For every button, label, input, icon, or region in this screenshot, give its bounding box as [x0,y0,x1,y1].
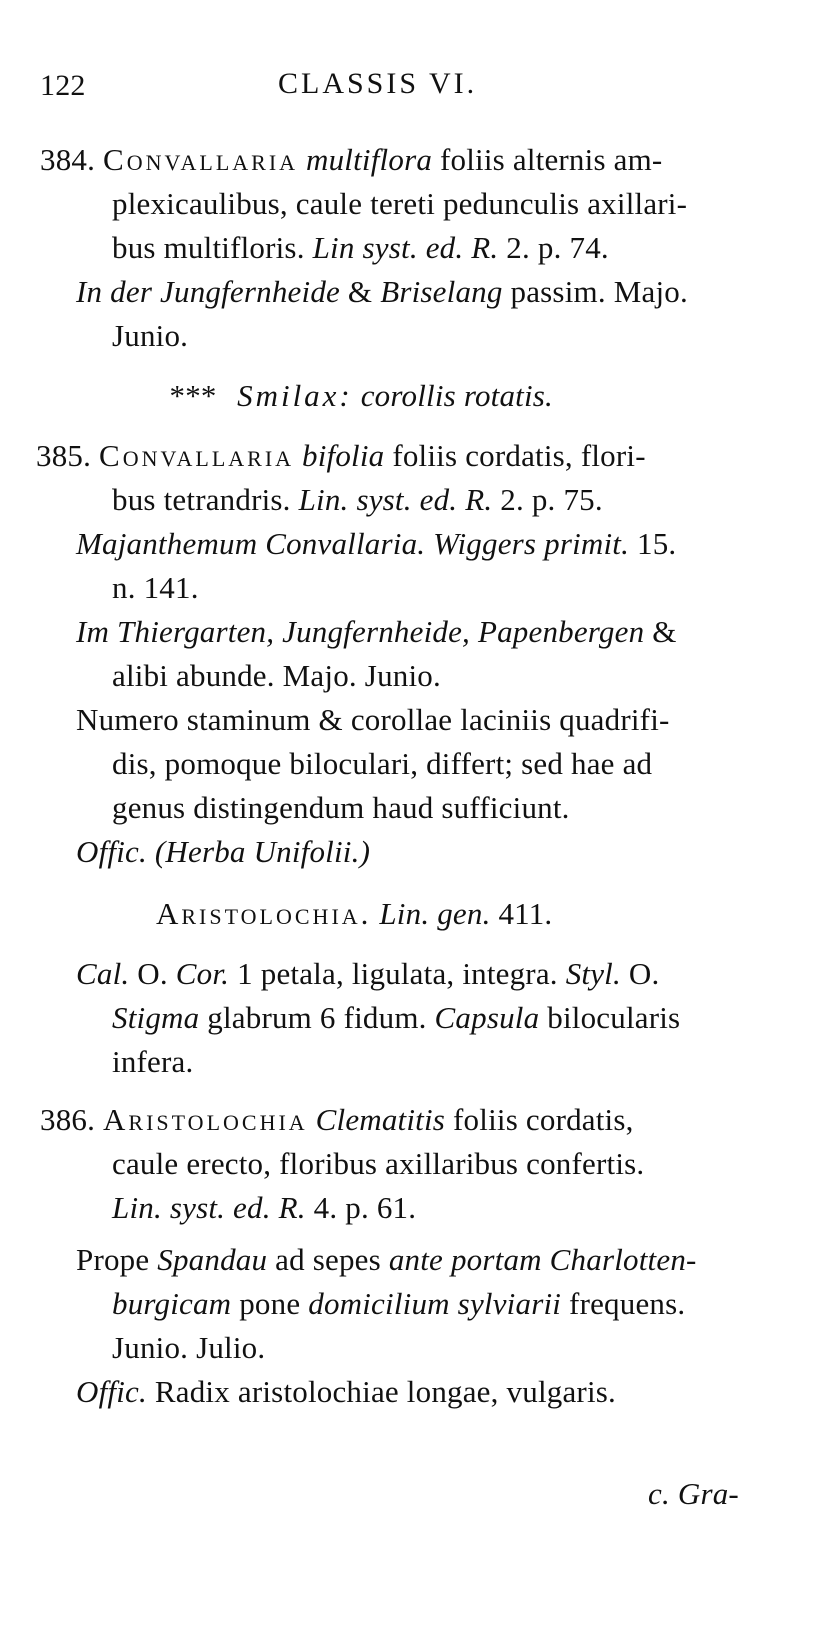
reference: Lin. syst. ed. R. [298,482,493,517]
entry-386-line-1 [40,1100,634,1140]
flowering-time: passim. Majo. [502,274,688,309]
reference-page: 2. p. 74. [498,230,609,265]
genus-description: corollis rotatis. [360,378,554,413]
genus-name: Aristolochia [103,1102,308,1137]
entry-385-line-10 [76,832,370,872]
genus-reference: Lin. gen. [379,896,491,931]
genus-desc-line-3 [112,1042,193,1082]
genus-desc-line-1 [76,954,659,994]
entry-385-line-2 [112,480,603,520]
text: bilocularis [539,1000,681,1035]
flowering-time: Junio. [112,318,189,353]
officinal-label: Offic. [76,1374,147,1409]
locality: Briselang [380,274,503,309]
reference: Lin syst. ed. R. [312,230,499,265]
text: 1 petala, ligulata, integra. [229,956,566,991]
running-title: CLASSIS VI. [278,67,478,100]
entry-384-line-1 [40,140,662,180]
entry-385-line-1 [36,436,646,476]
text: O. [620,956,660,991]
locality: burgicam [112,1286,232,1321]
description: foliis alternis am- [439,142,663,177]
conjunction: & [644,614,677,649]
entry-385-line-9 [112,788,570,828]
reference-number: n. 141. [112,570,199,605]
note: dis, pomoque biloculari, differt; sed hae ad [112,746,653,781]
conjunction: & [339,274,381,309]
entry-number: 385. [36,438,92,473]
locality: In der Jungfernheide [76,274,340,309]
flowering-time: Junio. Julio. [112,1330,266,1365]
species-name: Clematitis [315,1102,446,1137]
catchword: c. Gra- [648,1476,739,1511]
text: O. [129,956,176,991]
entry-number: 386. [40,1102,96,1137]
reference: Lin. syst. ed. R. [112,1190,306,1225]
genus-desc-line-2 [112,998,680,1038]
locality: Im Thiergarten, Jungfernheide, Papenbergen [76,614,645,649]
description: foliis cordatis, [453,1102,634,1137]
reference-page: 2. p. 75. [492,482,603,517]
genus-label: Smilax: [237,378,353,413]
description: plexicaulibus, caule tereti pedunculis axillari- [112,186,688,221]
text: frequens. [561,1286,686,1321]
entry-384-line-2 [112,184,687,224]
description: bus tetrandris. [112,482,299,517]
text: infera. [112,1044,194,1079]
entry-386-line-7 [76,1372,616,1412]
text: pone [231,1286,309,1321]
locality: Spandau [157,1242,268,1277]
text: ad sepes [267,1242,389,1277]
entry-384-line-5 [112,316,188,356]
entry-386-line-2 [112,1144,644,1184]
genus-reference-number: 411. [498,896,553,931]
description: foliis cordatis, flori- [392,438,646,473]
term: Styl. [565,956,621,991]
text: glabrum 6 fidum. [199,1000,435,1035]
term: Capsula [434,1000,540,1035]
entry-386-line-3 [112,1188,416,1228]
locality: ante portam Charlotten- [388,1242,697,1277]
reference-page: 4. p. 61. [305,1190,417,1225]
term: Stigma [112,1000,200,1035]
asterisks: *** [168,378,216,413]
genus-name: Convallaria [99,438,295,473]
entry-386-line-4 [76,1240,697,1280]
flowering-time: alibi abunde. Majo. Junio. [112,658,441,693]
page-number: 122 [40,69,86,102]
officinal-note: Offic. (Herba Unifolii.) [76,834,371,869]
officinal-note: Radix aristolochiae longae, vulgaris. [146,1374,616,1409]
genus-heading [156,894,552,934]
note: genus distingendum haud sufficiunt. [112,790,570,825]
note: Numero staminum & corollae laciniis quadrifi- [76,702,670,737]
entry-385-line-8 [112,744,652,784]
reference-page: 15. [629,526,677,561]
entry-385-line-6 [112,656,441,696]
section-heading-smilax [168,376,553,416]
genus-name: Convallaria [103,142,299,177]
entry-384-line-3 [112,228,609,268]
entry-384-line-4 [76,272,688,312]
text: Prope [76,1242,158,1277]
locality: domicilium sylviarii [308,1286,562,1321]
synonym-reference: Majanthemum Convallaria. Wiggers primit. [76,526,630,561]
species-name: bifolia [302,438,385,473]
description: bus multifloris. [112,230,313,265]
entry-385-line-4 [112,568,199,608]
entry-385-line-5 [76,612,677,652]
entry-number: 384. [40,142,96,177]
species-name: multiflora [306,142,433,177]
entry-385-line-7 [76,700,670,740]
entry-385-line-3 [76,524,676,564]
entry-386-line-6 [112,1328,265,1368]
term: Cal. [76,956,130,991]
entry-386-line-5 [112,1284,685,1324]
term: Cor. [175,956,230,991]
description: caule erecto, floribus axillaribus confertis. [112,1146,645,1181]
genus-name: Aristolochia. [156,896,372,931]
